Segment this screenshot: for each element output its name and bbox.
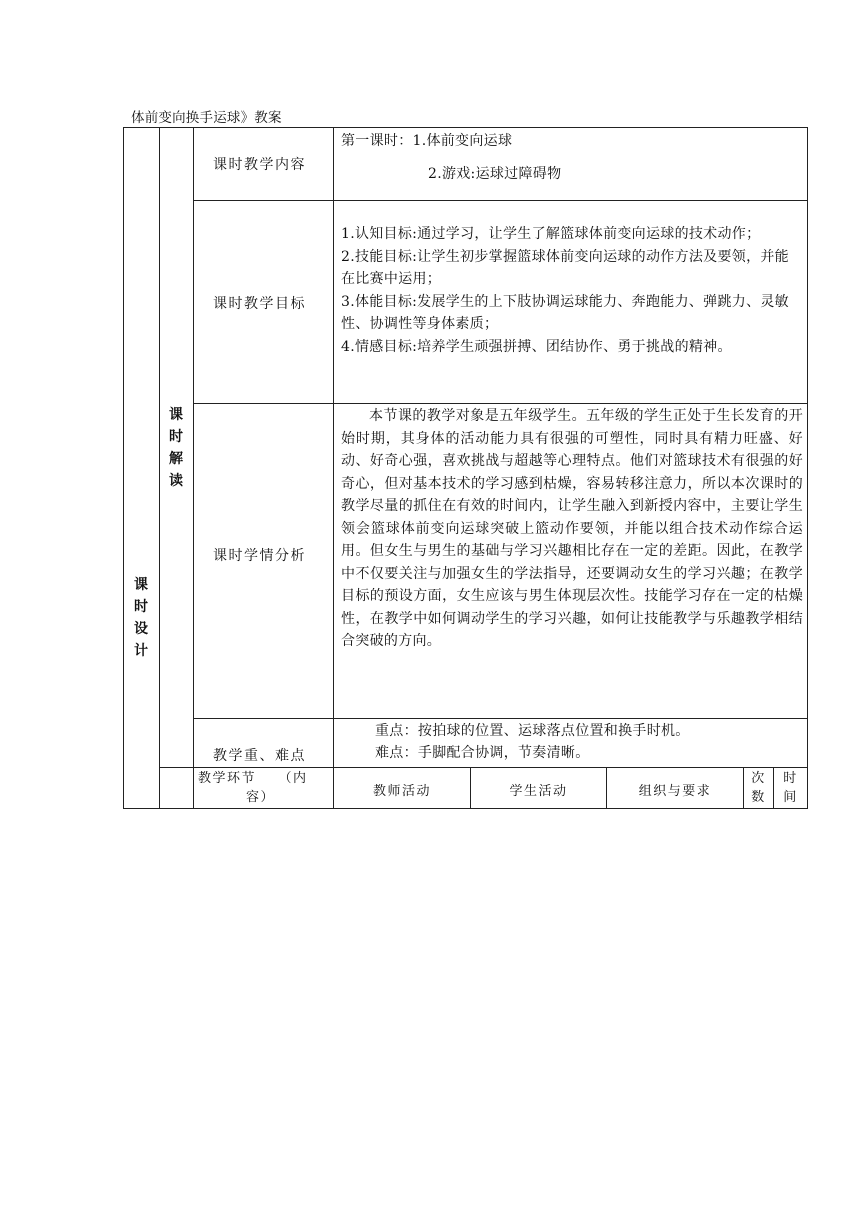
header-times-char-1: 次 (751, 771, 766, 786)
content-label: 课时教学内容 (213, 157, 306, 173)
analysis-label: 课时学情分析 (213, 548, 306, 564)
content-line-2: 2.游戏:运球过障碍物 (428, 166, 562, 182)
header-teaching-section (198, 769, 308, 807)
col-sep-2 (193, 127, 194, 809)
row-sep-2 (193, 403, 808, 404)
col-sep-3 (333, 127, 334, 767)
header-times (744, 769, 773, 807)
goals-list (341, 223, 803, 358)
table-top-border (123, 127, 808, 128)
row-sep-1 (193, 200, 808, 201)
inner-char-3: 解 (169, 451, 183, 467)
goal-item: 1.认知目标:通过学习，让学生了解篮球体前变向运球的技术动作； (341, 226, 761, 242)
goal-item: 3.体能目标:发展学生的上下肢协调运球能力、奔跑能力、弹跳力、灵敏性、协调性等身体素质； (341, 293, 789, 332)
key-label: 教学重、难点 (213, 748, 306, 764)
document-title: 体前变向换手运球》教案 (131, 110, 282, 126)
goal-item: 2.技能目标:让学生初步掌握篮球体前变向运球的动作方法及要领，并能在比赛中运用； (341, 248, 789, 287)
header-duration (774, 769, 807, 807)
inner-char-4: 读 (169, 473, 183, 489)
table-right-border (807, 127, 808, 809)
row-sep-3 (193, 718, 808, 719)
header-duration-char-1: 时 (783, 771, 798, 786)
col-sep-1 (159, 127, 160, 809)
inner-vertical-label (168, 404, 184, 492)
header-duration-char-2: 间 (783, 790, 798, 805)
goal-item: 4.情感目标:培养学生顽强拼搏、团结协作、勇于挑战的精神。 (341, 338, 732, 355)
outer-vertical-label (133, 574, 149, 662)
header-teacher-activity: 教师活动 (372, 784, 431, 799)
row-sep-4 (159, 767, 808, 768)
key-point: 重点：按拍球的位置、运球落点位置和换手时机。 (375, 723, 690, 739)
outer-char-3: 设 (134, 621, 148, 637)
analysis-text: 本节课的教学对象是五年级学生。五年级的学生正处于生长发育的开始时期，其身体的活动能力具有很强的可塑性，同时具有精力旺盛、好动、好奇心强，喜欢挑战与超越等心理特点。他们对篮球技术有很强的好奇心，但对基本技术的学习感到枯燥，容易转移注意力，所以本次课时的教学尽量的抓住在有效的时间内，让学生融入到新授内容中，主要让学生领会篮球体前变向运球突破上篮动作要领，并能以组合技术动作综合运用。但女生与男生的基础与学习兴趣相比存在一定的差距。因此，在教学中不仅要关注与加强女生的学法指导，还要调动女生的学习兴趣；在教学目标的预设方面，女生应该与男生体现层次性。技能学习存在一定的枯燥性，在教学中如何调动学生的学习兴趣，如何让技能教学与乐趣教学相结合突破的方向。 (341, 408, 803, 649)
table-left-border (123, 127, 124, 809)
header-organization: 组织与要求 (638, 784, 712, 799)
difficult-point: 难点：手脚配合协调，节奏清晰。 (375, 745, 590, 761)
inner-char-1: 课 (169, 407, 183, 423)
outer-char-2: 时 (134, 599, 148, 615)
header-teaching-section-line1: 教学环节 （内 (198, 771, 308, 786)
table-bottom-border (123, 808, 808, 809)
header-times-char-2: 数 (751, 790, 766, 805)
goals-label: 课时教学目标 (213, 296, 306, 312)
outer-char-1: 课 (134, 577, 148, 593)
outer-char-4: 计 (134, 643, 148, 659)
content-line-1: 第一课时：1.体前变向运球 (341, 133, 513, 149)
header-teaching-section-line2: 容） (246, 790, 276, 805)
header-student-activity: 学生活动 (509, 784, 568, 799)
inner-char-2: 时 (169, 429, 183, 445)
